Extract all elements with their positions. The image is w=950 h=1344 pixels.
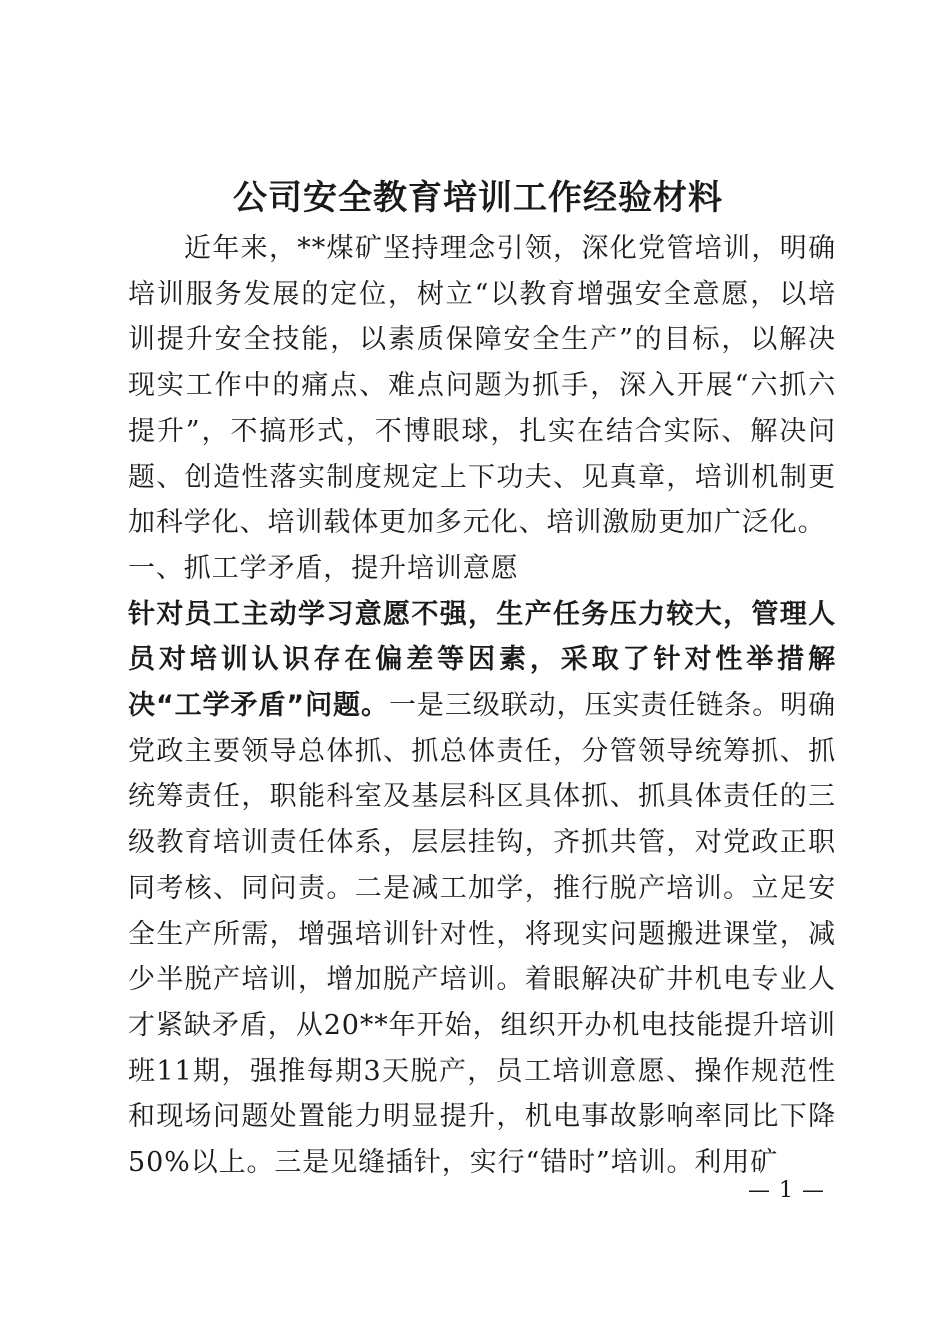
section-paragraph <box>128 592 836 1186</box>
intro-paragraph: 近年来，**煤矿坚持理念引领，深化党管培训，明确培训服务发展的定位，树立“以教育增强安全意愿，以培训提升安全技能，以素质保障安全生产”的目标，以解决现实工作中的痛点、难点问题为抓手，深入开展“六抓六提升”，不搞形式，不博眼球，扎实在结合实际、解决问题、创造性落实制度规定上下功夫、见真章，培训机制更加科学化、培训载体更加多元化、培训激励更加广泛化。 <box>128 233 836 539</box>
document-body <box>128 226 836 1186</box>
section-lead-text: 针对员工主动学习意愿不强，生产任务压力较大，管理人员对培训认识存在偏差等因素，采取了针对性举措解决“工学矛盾”问题。 <box>128 598 836 722</box>
section-heading: 一、抓工学矛盾，提升培训意愿 <box>128 552 519 584</box>
document-title: 公司安全教育培训工作经验材料 <box>233 178 723 218</box>
page-number: — 1 — <box>748 1178 825 1203</box>
section-body-text: 一是三级联动，压实责任链条。明确党政主要领导总体抓、抓总体责任，分管领导统筹抓、抓统筹责任，职能科室及基层科区具体抓、抓具体责任的三级教育培训责任体系，层层挂钩，齐抓共管，对党政正职同考核、同问责。二是减工加学，推行脱产培训。立足安全生产所需，增强培训针对性，将现实问题搬进课堂，减少半脱产培训，增加脱产培训。着眼解决矿井机电专业人才紧缺矛盾，从20**年开始，组织开办机电技能提升培训班11期，强推每期3天脱产，员工培训意愿、操作规范性和现场问题处置能力明显提升，机电事故影响率同比下降50%以上。三是见缝插针，实行“错时”培训。利用矿 <box>128 690 836 1179</box>
